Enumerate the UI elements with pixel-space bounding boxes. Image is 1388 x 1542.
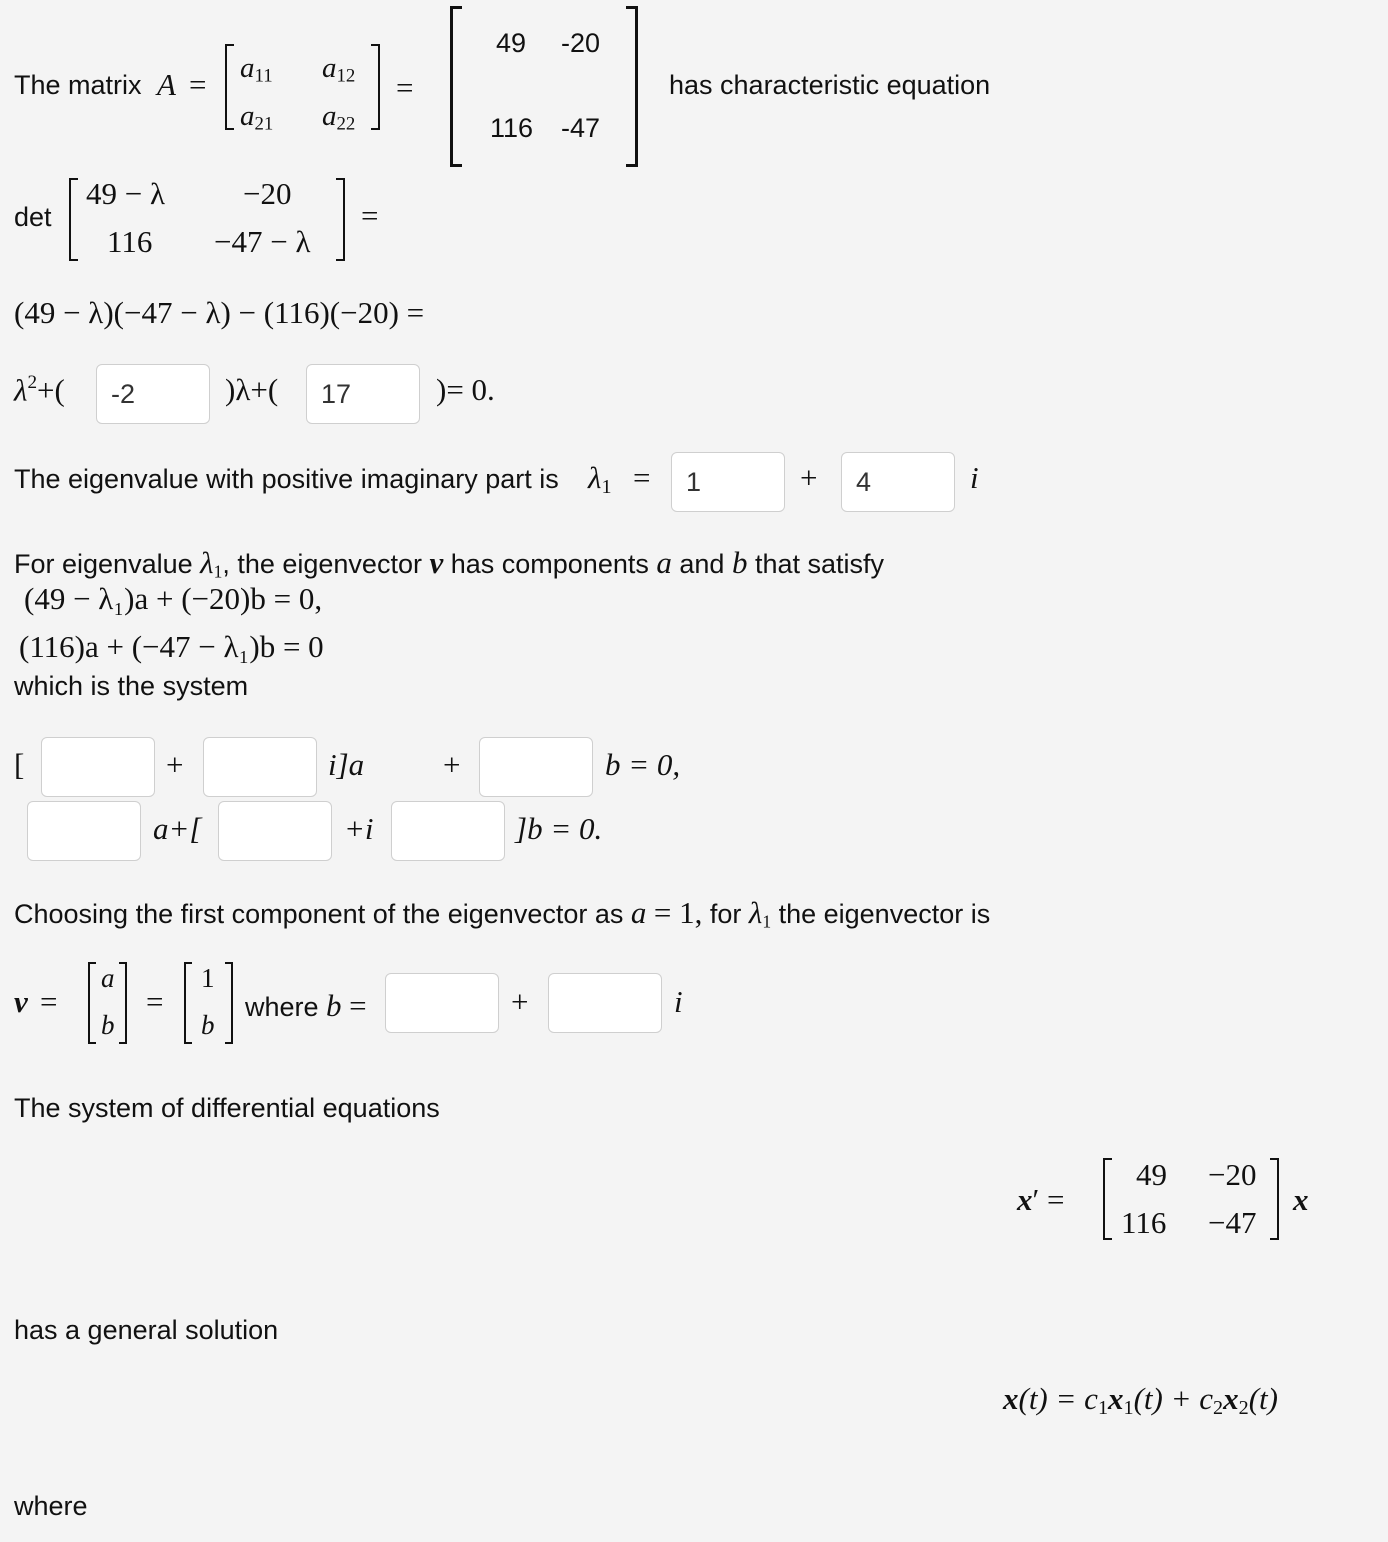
row1-b-input[interactable] [479,737,593,797]
imaginary-unit: i [674,984,683,1019]
de-matrix-21: 116 [1121,1205,1167,1240]
b-real-input[interactable] [385,973,499,1033]
eigenvalue-imag-input[interactable] [841,452,955,512]
matrix-value-11: 49 [496,28,527,58]
vector-entry-b: b [101,1010,115,1040]
row2-a-input[interactable] [27,801,141,861]
equals-sign: = [146,984,164,1019]
det-entry-21: 116 [107,224,153,259]
row2-imag-input[interactable] [391,801,505,861]
lambda-1: $\lambda_1$ [588,460,612,499]
matrix-value-21: 116 [490,113,534,143]
equals-sign: = [633,460,651,495]
vector-entry-1: 1 [201,963,215,993]
constant-term-input[interactable] [306,364,420,424]
row2-real-input[interactable] [218,801,332,861]
a-plus-bracket: a+[ [153,811,202,846]
vector-entry-a: a [101,963,115,993]
eigenvalue-real-input[interactable] [671,452,785,512]
condition-equation-1: (49 − λ₁)a + (−20)b = 0, [24,581,323,616]
bracket-right [1270,1158,1279,1240]
entry-a22: $a_{22}$ [322,100,356,135]
bracket-right [336,178,345,261]
det-entry-22: −47 − λ [214,224,311,259]
equals-sign: = [361,198,379,233]
intro-text: The matrix [14,70,142,100]
bracket-left [1103,1158,1112,1240]
bracket-left [69,178,78,261]
poly-end: )= 0. [436,372,495,407]
plus-i: +i [344,811,374,846]
characteristic-text: has characteristic equation [669,70,991,100]
bracket-left [225,44,234,130]
general-solution-text: has a general solution [14,1315,279,1345]
de-matrix-12: −20 [1208,1157,1257,1192]
system-text: which is the system [14,671,249,701]
entry-a11: $a_{11}$ [240,52,273,87]
lambda-squared: $\lambda^2+$( [14,372,65,408]
de-matrix-11: 49 [1136,1157,1167,1192]
where-text: where [14,1491,88,1521]
plus-sign: + [800,460,818,495]
bracket-left [184,962,192,1044]
vector-v: v [14,984,28,1019]
b-equals-zero: b = 0, [605,747,681,782]
open-bracket: [ [14,747,25,782]
vector-x: x [1293,1182,1309,1217]
equals-sign: = [189,67,207,102]
imaginary-unit: i [970,460,979,495]
b-imag-input[interactable] [548,973,662,1033]
bracket-left [450,6,462,167]
system-de-text: The system of differential equations [14,1093,440,1123]
vector-entry-b: b [201,1010,215,1040]
bracket-right [225,962,233,1044]
det-entry-12: −20 [243,176,292,211]
matrix-value-12: -20 [561,28,601,58]
matrix-symbol: A [157,67,176,102]
x-prime: x′ = [1017,1182,1065,1217]
i-bracket-a: i]a [328,747,365,782]
plus-sign: + [166,747,184,782]
equals-sign: = [40,984,58,1019]
where-b: where b = [245,988,367,1023]
eigenvalue-text: The eigenvalue with positive imaginary part is [14,464,559,494]
plus-sign: + [443,747,461,782]
de-matrix-22: −47 [1208,1205,1257,1240]
expansion-equation: (49 − λ)(−47 − λ) − (116)(−20) = [14,295,425,330]
bracket-right [119,962,127,1044]
choose-text: Choosing the first component of the eigenvector as a = 1, for $\lambda_1$ the eigenvector is [14,895,991,932]
bracket-right [626,6,638,167]
equals-sign: = [396,70,414,105]
bracket-right [371,44,380,130]
plus-sign: + [511,984,529,1019]
row1-imag-input[interactable] [203,737,317,797]
det-label: det [14,202,52,232]
coefficient-lambda-input[interactable] [96,364,210,424]
bracket-b-zero: ]b = 0. [515,811,603,846]
row1-real-input[interactable] [41,737,155,797]
bracket-left [88,962,96,1044]
entry-a12: $a_{12}$ [322,52,356,87]
entry-a21: $a_{21}$ [240,100,274,135]
general-solution-formula: $x(t) = c_1x_1(t) + c_2x_2(t)$ [1003,1381,1278,1420]
det-entry-11: 49 − λ [86,176,166,211]
condition-equation-2: (116)a + (−47 − λ₁)b = 0 [19,629,324,664]
matrix-value-22: -47 [561,113,601,143]
poly-mid: )λ+( [225,372,279,407]
eigenvector-intro: For eigenvalue $\lambda_1$, the eigenvector v has components a and b that satisfy [14,545,884,582]
